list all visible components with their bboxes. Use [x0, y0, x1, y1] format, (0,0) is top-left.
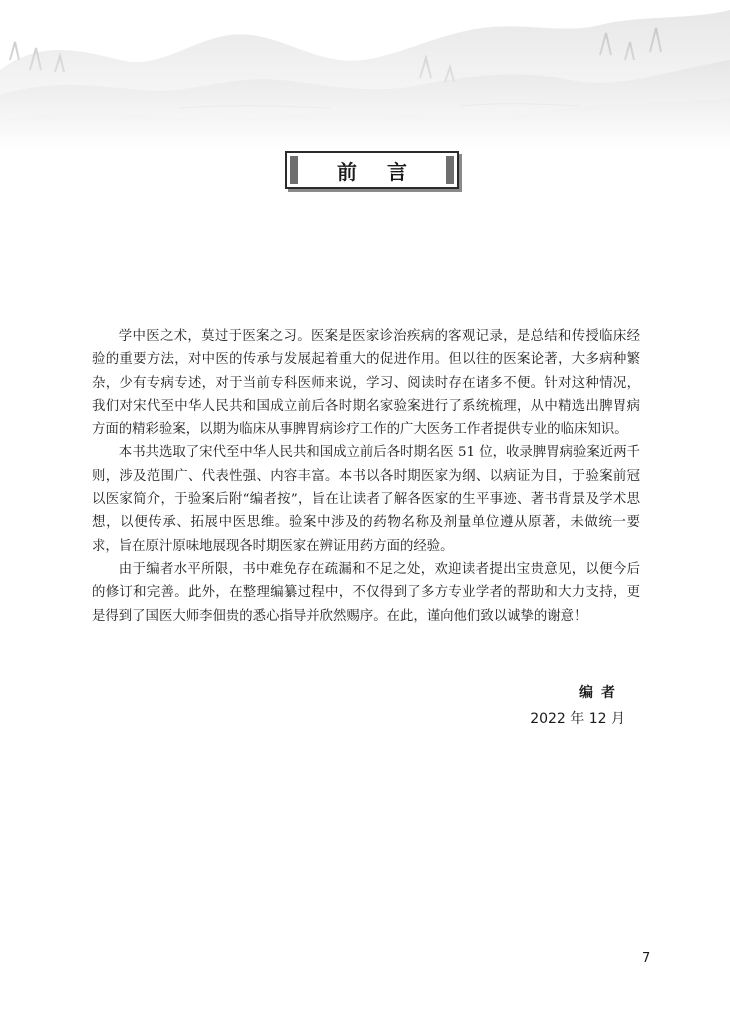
page-title: 前言 [337, 159, 437, 184]
title-box [285, 151, 459, 189]
landscape-header-illustration [0, 0, 730, 150]
signature-block [530, 680, 625, 732]
paragraph-2: 本书共选取了宋代至中华人民共和国成立前后各时期名医 51 位，收录脾胃病验案近两千则，涉及范围广、代表性强、内容丰富。本书以各时期医家为纲、以病证为目，于验案前冠以医家简介，于验案后附“编者按”，旨在让读者了解各医家的生平事迹、著书背景及学术思想，以便传承、拓展中医思维。验案中涉及的药物名称及剂量单位遵从原著，未做统一要求，旨在原汁原味地展现各时期医家在辨证用药方面的经验。 [92, 445, 640, 554]
preface-body [92, 325, 640, 628]
page-number: 7 [642, 951, 651, 966]
paragraph-3: 由于编者水平所限，书中难免存在疏漏和不足之处，欢迎读者提出宝贵意见，以便今后的修订和完善。此外，在整理编纂过程中，不仅得到了多方专业学者的帮助和大力支持，更是得到了国医大师李佃贵的悉心指导并欣然赐序。在此，谨向他们致以诚挚的谢意！ [92, 561, 640, 624]
author-signature: 编者 [579, 685, 623, 701]
paragraph-1: 学中医之术，莫过于医案之习。医案是医家诊治疾病的客观记录，是总结和传授临床经验的重要方法，对中医的传承与发展起着重大的促进作用。但以往的医案论著，大多病种繁杂，少有专病专述，对于当前专科医师来说，学习、阅读时存在诸多不便。针对这种情况，我们对宋代至中华人民共和国成立前后各时期名家验案进行了系统梳理，从中精选出脾胃病方面的精彩验案，以期为临床从事脾胃病诊疗工作的广大医务工作者提供专业的临床知识。 [92, 329, 640, 438]
title-bar-left [290, 156, 298, 184]
title-bar-right [446, 156, 454, 184]
signature-date: 2022 年 12 月 [530, 711, 625, 727]
title-frame [285, 151, 459, 189]
